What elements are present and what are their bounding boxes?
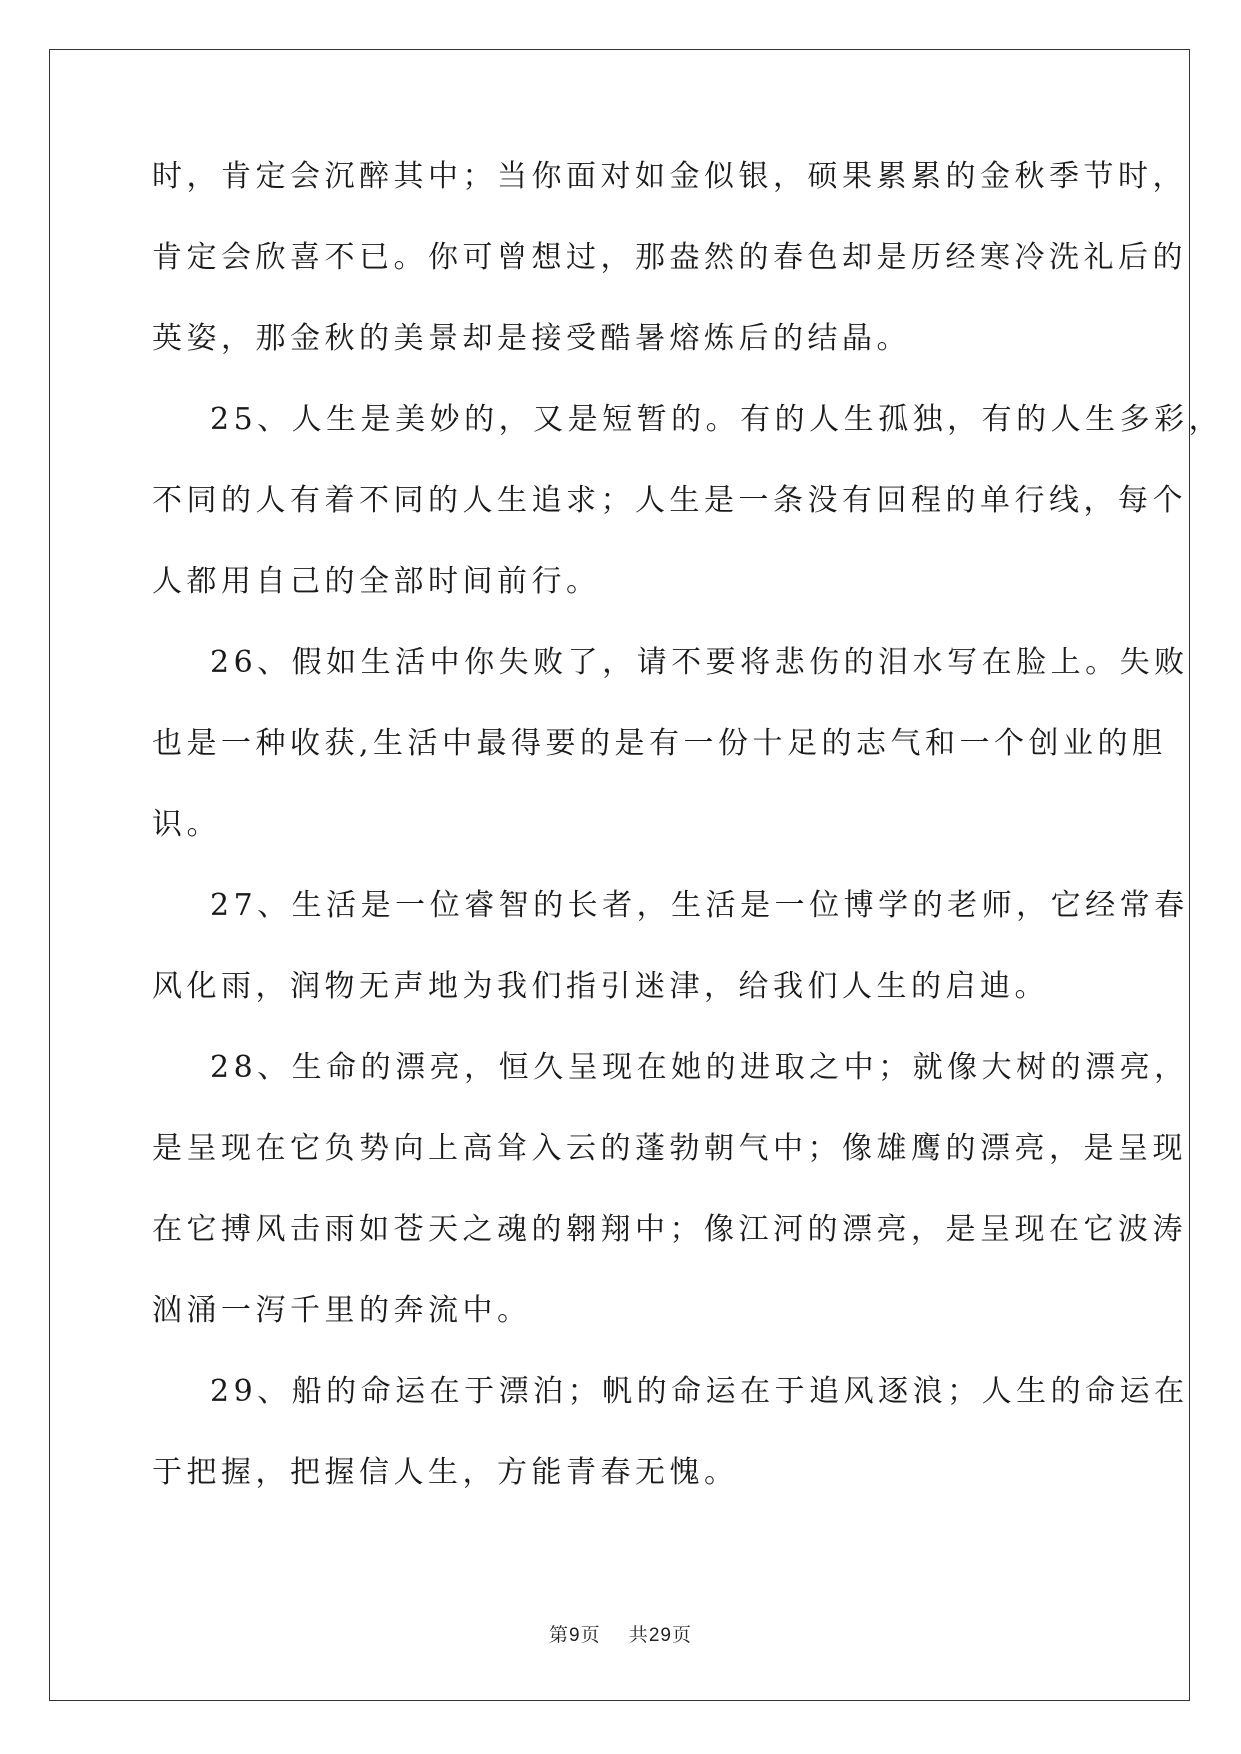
document-body xyxy=(152,157,1224,1534)
text-line: 也是一种收获,生活中最得要的是有一份十足的志气和一个创业的胆 xyxy=(152,726,1167,761)
text-line: 识。 xyxy=(152,807,221,842)
text-line: 是呈现在它负势向上高耸入云的蓬勃朝气中；像雄鹰的漂亮，是呈现 xyxy=(152,1131,1187,1166)
text-line: 人都用自己的全部时间前行。 xyxy=(152,564,601,599)
paragraph-26-start: 26、假如生活中你失败了，请不要将悲伤的泪水写在脸上。失败 xyxy=(210,645,1189,680)
text-line: 于把握，把握信人生，方能青春无愧。 xyxy=(152,1455,739,1490)
text-line: 风化雨，润物无声地为我们指引迷津，给我们人生的启迪。 xyxy=(152,969,1049,1004)
page-footer xyxy=(0,1620,1241,1647)
page-number: 9 xyxy=(569,1625,581,1646)
paragraph-27-start: 27、生活是一位睿智的长者，生活是一位博学的老师，它经常春 xyxy=(210,888,1189,923)
total-suffix: 页 xyxy=(671,1624,692,1646)
text-line: 不同的人有着不同的人生追求；人生是一条没有回程的单行线，每个 xyxy=(152,483,1187,518)
page-suffix: 页 xyxy=(580,1624,601,1646)
text-line: 汹涌一泻千里的奔流中。 xyxy=(152,1293,532,1328)
text-line: 肯定会欣喜不已。你可曾想过，那盎然的春色却是历经寒冷洗礼后的 xyxy=(152,240,1187,275)
page-total: 29 xyxy=(648,1625,672,1646)
page-prefix: 第 xyxy=(549,1624,570,1646)
paragraph-29-start: 29、船的命运在于漂泊；帆的命运在于追风逐浪；人生的命运在 xyxy=(210,1374,1189,1409)
text-line: 在它搏风击雨如苍天之魂的翱翔中；像江河的漂亮，是呈现在它波涛 xyxy=(152,1212,1187,1247)
total-prefix: 共 xyxy=(628,1624,649,1646)
text-line: 时，肯定会沉醉其中；当你面对如金似银，硕果累累的金秋季节时， xyxy=(152,159,1187,194)
text-line: 英姿，那金秋的美景却是接受酷暑熔炼后的结晶。 xyxy=(152,321,911,356)
paragraph-28-start: 28、生命的漂亮，恒久呈现在她的进取之中；就像大树的漂亮， xyxy=(210,1050,1189,1085)
paragraph-25-start: 25、人生是美妙的，又是短暂的。有的人生孤独，有的人生多彩， xyxy=(210,402,1224,437)
